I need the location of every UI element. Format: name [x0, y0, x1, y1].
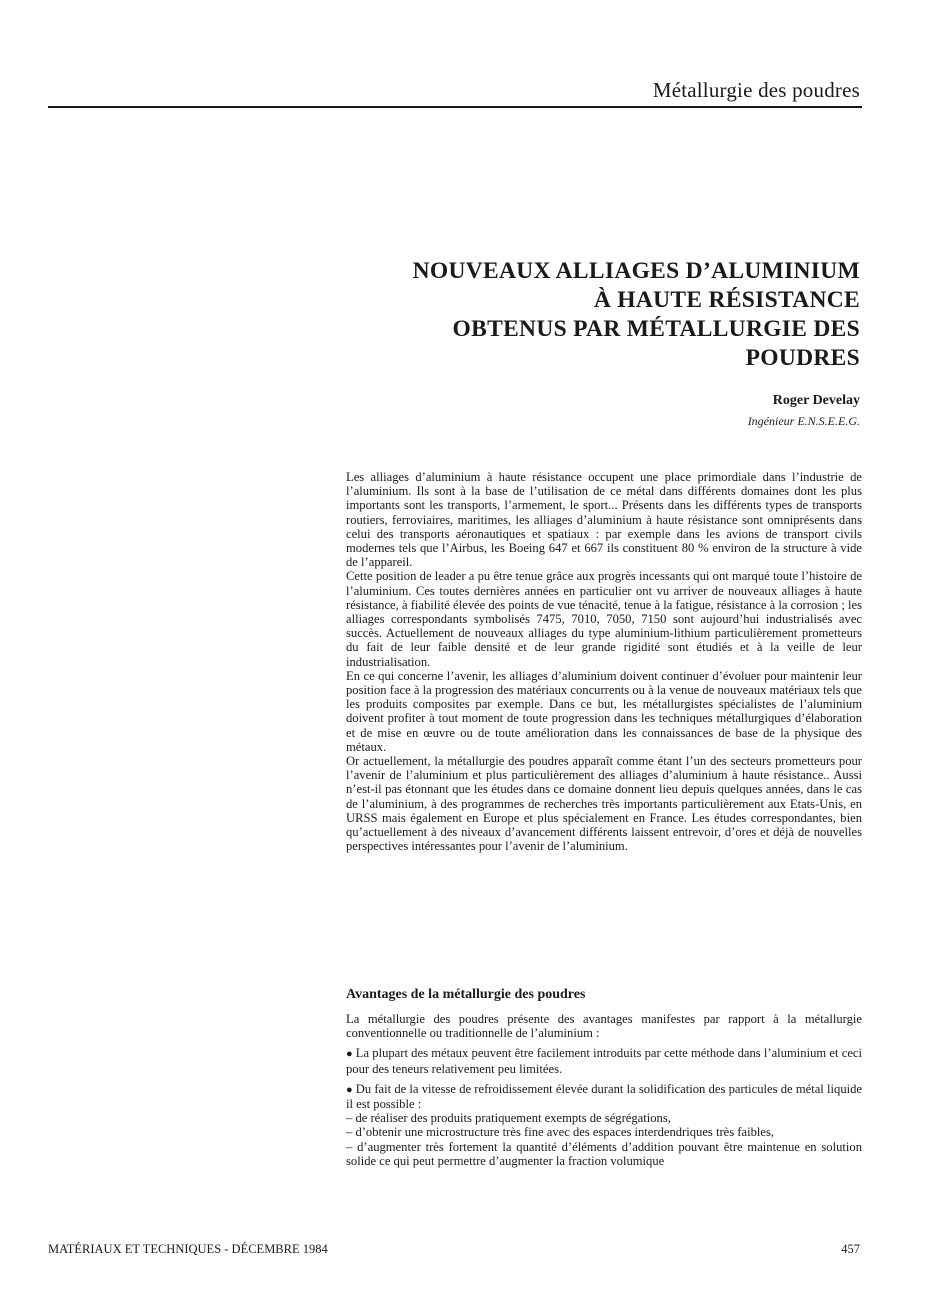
bullet-icon: ● — [346, 1048, 353, 1061]
paragraph: La métallurgie des poudres présente des avantages manifestes par rapport à la métallurgie conventionnelle ou traditionnelle de l’aluminium : — [346, 1012, 862, 1041]
section-heading: Avantages de la métallurgie des poudres — [346, 987, 586, 1002]
paragraph: Cette position de leader a pu être tenue grâce aux progrès incessants qui ont marqué toute l’histoire de l’aluminium. Ces toutes dernières années en particulier ont vu arriver de nouveaux alliages à haute résistance, à fiabilité élevée des points de vue ténacité, tenue à la fatigue, résistance à la corrosion ; les alliages correspondants symbolisés 7475, 7010, 7050, 7150 sont aujourd’hui industrialisés avec succès. Actuellement de nouveaux alliages du type aluminium-lithium particulièrement prometteurs du fait de leur faible densité et de leur grande rigidité sont étudiés et à la veille de leur industrialisation. — [346, 569, 862, 669]
bullet-item — [346, 1082, 862, 1111]
intro-text — [346, 470, 862, 853]
journal-footer: MATÉRIAUX ET TECHNIQUES - DÉCEMBRE 1984 — [48, 1242, 328, 1256]
paragraph: Or actuellement, la métallurgie des poudres apparaît comme étant l’un des secteurs prometteurs pour l’avenir de l’aluminium et plus particulièrement des alliages d’aluminium à haute résistance.. Aussi n’est-il pas étonnant que les études dans ce domaine donnent lieu depuis quelques années, dans le cas de l’aluminium, à des programmes de recherches très importants particulièrement aux Etats-Unis, en URSS mais également en Europe et plus spécialement en France. Les études correspondantes, bien qu’actuellement à des niveaux d’avancement différents laissent entrevoir, d’ores et déjà de nouvelles perspectives intéressantes pour l’avenir de l’aluminium. — [346, 754, 862, 854]
paragraph: Les alliages d’aluminium à haute résistance occupent une place primordiale dans l’industrie de l’aluminium. Ils sont à la base de l’utilisation de ce métal dans différents domaines dont les plus importants sont les transports, l’armement, le sport... Présents dans les différents types de transports routiers, ferroviaires, maritimes, les alliages d’aluminium à haute résistance sont omniprésents dans celui des transports aéronautiques et spatiaux : par exemple dans les avions de transport civils modernes tels que l’Airbus, les Boeing 647 et 667 ils constituent 80 % environ de la structure à vide de l’appareil. — [346, 470, 862, 570]
header-rule — [48, 106, 862, 108]
bullet-icon: ● — [346, 1083, 353, 1096]
paragraph: En ce qui concerne l’avenir, les alliages d’aluminium doivent continuer d’évoluer pour maintenir leur position face à la progression des matériaux concurrents ou à la venue de nouveaux matériaux tels que les produits composites par exemple. Dans ce but, les métallurgistes spécialistes de l’aluminium doivent profiter à tout moment de toute progression dans les techniques métallurgiques d’élaboration et de mise en œuvre ou de toute amélioration dans les connaissances de base de la physique des métaux. — [346, 668, 862, 754]
running-header: Métallurgie des poudres — [652, 78, 860, 102]
author-affiliation: Ingénieur E.N.S.E.E.G. — [747, 414, 860, 428]
author-name: Roger Develay — [772, 393, 860, 408]
title-line: POUDRES — [745, 345, 860, 371]
section-text — [346, 1012, 862, 1168]
dash-item: – d’augmenter très fortement la quantité d’éléments d’addition pouvant être maintenue en solution solide ce qui peut permettre d’augmenter la fraction volumique — [346, 1139, 862, 1168]
article-title — [300, 257, 860, 373]
bullet-item — [346, 1046, 862, 1075]
dash-item: – de réaliser des produits pratiquement exempts de ségrégations, — [346, 1111, 671, 1126]
dash-item: – d’obtenir une microstructure très fine avec des espaces interdendriques très faibles, — [346, 1125, 775, 1140]
title-line: À HAUTE RÉSISTANCE — [593, 287, 860, 313]
title-line: NOUVEAUX ALLIAGES D’ALUMINIUM — [412, 258, 860, 284]
page-number: 457 — [841, 1242, 860, 1256]
bullet-text: Du fait de la vitesse de refroidissement élevée durant la solidification des particules de métal liquide il est possible : — [346, 1081, 862, 1112]
title-line: OBTENUS PAR MÉTALLURGIE DES — [452, 316, 860, 342]
bullet-text: La plupart des métaux peuvent être facilement introduits par cette méthode dans l’aluminium et ceci pour des teneurs relativement peu limitées. — [346, 1046, 862, 1076]
